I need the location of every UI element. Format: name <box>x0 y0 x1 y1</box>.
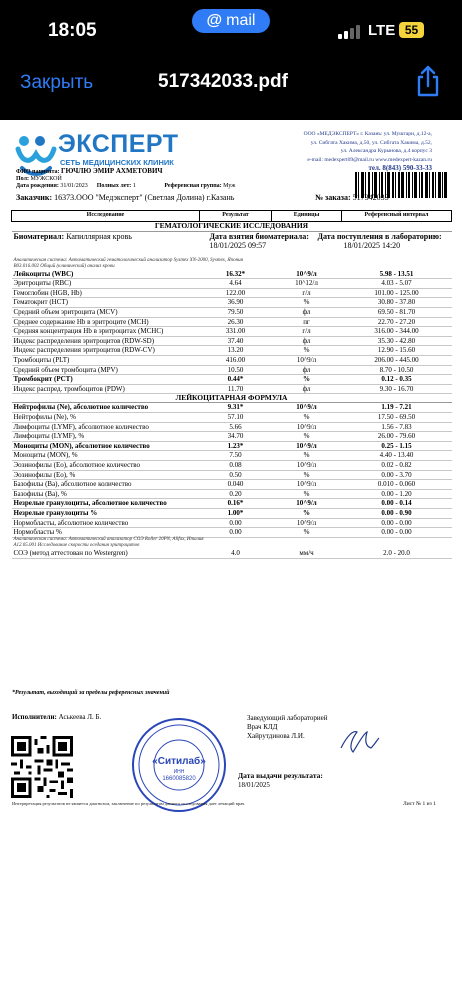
table-row <box>12 489 452 499</box>
analyzer-note: Аналитическая система: Автоматический гематологический анализатор Sysmex XN-2000, Sysmex, Япония <box>13 257 243 263</box>
result-value: 0.20 <box>200 489 272 499</box>
reference-range: 316.00 - 344.00 <box>342 327 452 337</box>
unit-value: фл <box>272 307 342 317</box>
patient-sex: МУЖСКОЙ <box>30 176 62 183</box>
table-row <box>12 298 452 308</box>
col-header: Единицы <box>272 211 342 222</box>
table-row <box>12 413 452 423</box>
issue-date-value: 18/01/2025 <box>238 781 270 789</box>
company-line: e-mail: medexpert09@mail.ru www.medexpert-kazan.ru <box>307 156 432 163</box>
unit-value: 10^9/л <box>272 355 342 365</box>
unit-value: 10^9/л <box>272 422 342 432</box>
ref-group: Муж <box>223 183 236 190</box>
result-value: 5.66 <box>200 422 272 432</box>
patient-dob-label: Дата рождения: <box>16 183 59 190</box>
result-value: 37.40 <box>200 336 272 346</box>
company-info <box>252 130 432 173</box>
unit-value: 10^12/л <box>272 279 342 289</box>
table-row <box>12 403 452 413</box>
disclaimer: Интерпретация результатов не является диагнозом, заключение по результатам данного исследования дает лечащий врач. <box>12 801 246 806</box>
order-value: 517342033 <box>352 193 389 202</box>
qr-code-icon <box>11 736 73 798</box>
table-row <box>12 528 452 538</box>
mail-pill-label: mail <box>226 12 256 29</box>
patient-age-label: Полных лет: <box>96 183 132 190</box>
result-value: 1.00* <box>200 508 272 518</box>
out-of-range-footnote: *Результат, выходящий за пределы референсных значений <box>12 690 170 696</box>
company-line: ул. Сибгата Хакима, д.50, ул. Сибгата Хакима, д.52, <box>310 139 432 146</box>
reference-range: 35.30 - 42.80 <box>342 336 452 346</box>
pdf-page <box>0 120 462 1000</box>
table-header <box>12 211 452 222</box>
test-name: Тромбокрит (PCT) <box>12 375 200 385</box>
reference-range: 0.00 - 0.00 <box>342 528 452 538</box>
reference-range: 0.00 - 3.70 <box>342 470 452 480</box>
test-name: Базофилы (Ba), % <box>12 489 200 499</box>
unit-value: 10^9/л <box>272 518 342 528</box>
stamp-inn-label: ИНН <box>173 769 185 775</box>
patient-name: ГЮЧЛЮ ЭМИР АХМЕТОВИЧ <box>61 167 163 175</box>
customer: 16373.ООО "Медэксперт" (Светлая Долина) г.Казань <box>54 193 235 202</box>
unit-value: 10^9/л <box>272 441 342 451</box>
reference-range: 0.00 - 0.90 <box>342 508 452 518</box>
test-name: СОЭ (метод аттестован по Westergren) <box>12 549 200 558</box>
reference-range: 4.03 - 5.07 <box>342 279 452 289</box>
reference-range: 101.00 - 125.00 <box>342 288 452 298</box>
test-name: Среднее содержание Hb в эритроците (MCH) <box>12 317 200 327</box>
table-row <box>12 346 452 356</box>
reference-range: 206.00 - 445.00 <box>342 355 452 365</box>
viewer-nav-bar <box>0 50 462 116</box>
test-name: Эозинофилы (Eo), % <box>12 470 200 480</box>
logo-text: ЭКСПЕРТ <box>58 130 179 158</box>
reference-range: 69.50 - 81.70 <box>342 307 452 317</box>
reference-range: 0.00 - 0.00 <box>342 518 452 528</box>
unit-value: % <box>272 528 342 538</box>
unit-value: г/л <box>272 288 342 298</box>
unit-value: 10^9/л <box>272 499 342 509</box>
analyzer-note: A12.05.001 Исследование скорости оседания эритроцитов <box>13 543 140 549</box>
company-line: ул. Александра Курынова, д.4 корпус 3 <box>340 148 432 154</box>
reference-range: 22.70 - 27.20 <box>342 317 452 327</box>
taken-label: Дата взятия биоматериала: <box>209 231 309 241</box>
result-value: 0.44* <box>200 375 272 385</box>
unit-value: фл <box>272 365 342 375</box>
performers-name: Аськеева Л. Б. <box>58 713 102 721</box>
reference-range: 0.00 - 0.14 <box>342 499 452 509</box>
table-row <box>12 460 452 470</box>
unit-value: % <box>272 413 342 423</box>
close-button[interactable]: Закрыть <box>20 72 94 93</box>
stamp-title: «Ситилаб» <box>152 756 206 767</box>
unit-value: 10^9/л <box>272 403 342 413</box>
result-value: 16.32* <box>200 270 272 279</box>
order-number <box>315 193 389 202</box>
reference-range: 12.90 - 15.60 <box>342 346 452 356</box>
result-value: 0.50 <box>200 470 272 480</box>
signal-icon <box>338 23 362 39</box>
unit-value: пг <box>272 317 342 327</box>
received-label: Дата поступления в лабораторию: <box>317 231 442 241</box>
unit-value: г/л <box>272 327 342 337</box>
table-row <box>12 365 452 375</box>
test-name: Нормобласты % <box>12 528 200 538</box>
test-name: Эозинофилы (Eo), абсолютное количество <box>12 460 200 470</box>
sample-dates-row <box>12 231 452 241</box>
reference-range: 1.19 - 7.21 <box>342 403 452 413</box>
reference-range: 0.010 - 0.060 <box>342 480 452 490</box>
lab-head-line: Хайрутдинова Л.И. <box>247 732 305 740</box>
result-value: 0.16* <box>200 499 272 509</box>
result-value: 0.00 <box>200 528 272 538</box>
table-row <box>12 422 452 432</box>
customer-line <box>16 193 234 202</box>
status-time: 18:05 <box>48 20 97 41</box>
table-row <box>12 355 452 365</box>
result-value: 57.10 <box>200 413 272 423</box>
table-row <box>12 441 452 451</box>
test-name: Лимфоциты (LYMF), абсолютное количество <box>12 422 200 432</box>
test-name: Моноциты (MON), % <box>12 451 200 461</box>
lab-head-line: Врач КЛД <box>247 723 278 731</box>
taken-date: 18/01/2025 09:57 <box>209 240 267 250</box>
result-value: 34.70 <box>200 432 272 442</box>
table-row <box>12 288 452 298</box>
col-header: Результат <box>200 211 272 222</box>
unit-value: % <box>272 375 342 385</box>
reference-range: 17.50 - 69.50 <box>342 413 452 423</box>
result-value: 416.00 <box>200 355 272 365</box>
table-row <box>12 279 452 289</box>
unit-value: % <box>272 298 342 308</box>
result-value: 0.040 <box>200 480 272 490</box>
stamp-icon <box>130 716 228 814</box>
share-icon[interactable] <box>414 65 442 97</box>
reference-range: 2.0 - 20.0 <box>342 549 452 558</box>
sheet-number: Лист № 1 из 1 <box>403 801 436 807</box>
table-row <box>12 375 452 385</box>
result-value: 26.30 <box>200 317 272 327</box>
test-name: Моноциты (MON), абсолютное количество <box>12 441 200 451</box>
table-row <box>12 451 452 461</box>
test-name: Средний объем эритроцита (MCV) <box>12 307 200 317</box>
table-row <box>12 307 452 317</box>
test-name: Индекс распред. тромбоцитов (PDW) <box>12 384 200 394</box>
section-title: ЛЕЙКОЦИТАРНАЯ ФОРМУЛА <box>12 394 452 403</box>
reference-range: 0.12 - 0.35 <box>342 375 452 385</box>
result-value: 0.08 <box>200 460 272 470</box>
unit-value: 10^9/л <box>272 270 342 279</box>
network-label: LTE <box>368 22 396 39</box>
test-name: Нормобласты, абсолютное количество <box>12 518 200 528</box>
col-header: Референсный интервал <box>342 211 452 222</box>
order-label: № заказа: <box>315 193 351 202</box>
unit-value: фл <box>272 336 342 346</box>
test-name: Незрелые гранулоциты % <box>12 508 200 518</box>
unit-value: мм/ч <box>272 549 342 558</box>
company-line: ООО «МЕДЭКСПЕРТ» г. Казань: ул. Мушгари, д.12-а, <box>303 131 432 137</box>
patient-sex-label: Пол: <box>16 176 29 183</box>
unit-value: фл <box>272 384 342 394</box>
reference-range: 5.98 - 13.51 <box>342 270 452 279</box>
test-name: Лимфоциты (LYMF), % <box>12 432 200 442</box>
table-row <box>12 518 452 528</box>
reference-range: 30.80 - 37.80 <box>342 298 452 308</box>
table-row <box>12 470 452 480</box>
reference-range: 0.02 - 0.82 <box>342 460 452 470</box>
test-name: Эритроциты (RBC) <box>12 279 200 289</box>
result-value: 10.50 <box>200 365 272 375</box>
performers <box>12 713 101 721</box>
test-name: Нейтрофилы (Ne), абсолютное количество <box>12 403 200 413</box>
result-value: 0.00 <box>200 518 272 528</box>
result-value: 79.50 <box>200 307 272 317</box>
result-value: 4.0 <box>200 549 272 558</box>
table-row <box>12 336 452 346</box>
stamp-number: 1660085820 <box>162 776 196 782</box>
test-name: Тромбоциты (PLT) <box>12 355 200 365</box>
unit-value: % <box>272 346 342 356</box>
battery-icon: 55 <box>399 22 424 38</box>
company-phone: тел. 8(843) 590-33-33 <box>368 164 432 172</box>
table-row <box>12 327 452 337</box>
at-icon: @ <box>206 12 223 29</box>
status-bar <box>0 0 462 50</box>
issue-date <box>238 771 323 790</box>
patient-info <box>16 168 235 191</box>
results-table <box>11 210 452 558</box>
reference-range: 0.00 - 1.20 <box>342 489 452 499</box>
table-row <box>12 432 452 442</box>
unit-value: % <box>272 489 342 499</box>
unit-value: % <box>272 508 342 518</box>
analyzer-note: B03.016.002 Общий (клинический) анализ крови <box>13 263 115 269</box>
col-header: Исследование <box>12 211 200 222</box>
table-row <box>12 508 452 518</box>
analyzer-note: Аналитическая система: Автоматический анализатор СОЭ Roller 20PN, Alifax, Италия <box>13 537 204 543</box>
logo-subtitle: СЕТЬ МЕДИЦИНСКИХ КЛИНИК <box>60 158 174 167</box>
test-name: Средний объем тромбоцита (MPV) <box>12 365 200 375</box>
test-name: Нейтрофилы (Ne), % <box>12 413 200 423</box>
reference-range: 9.30 - 16.70 <box>342 384 452 394</box>
unit-value: % <box>272 470 342 480</box>
ref-group-label: Референсная группа: <box>164 183 222 190</box>
test-name: Базофилы (Ba), абсолютное количество <box>12 480 200 490</box>
lab-head <box>247 714 327 741</box>
unit-value: 10^9/л <box>272 460 342 470</box>
table-row <box>12 317 452 327</box>
unit-value: % <box>272 432 342 442</box>
table-row <box>12 270 452 279</box>
customer-label: Заказчик: <box>16 193 53 202</box>
test-name: Незрелые гранулоциты, абсолютное количество <box>12 499 200 509</box>
document-title: 517342033.pdf <box>158 71 288 92</box>
patient-name-label: ФИО пациента: <box>16 169 60 175</box>
patient-age: 1 <box>132 183 136 190</box>
reference-range: 4.40 - 13.40 <box>342 451 452 461</box>
table-row <box>12 480 452 490</box>
biomaterial: Капиллярная кровь <box>66 231 132 241</box>
lab-head-line: Заведующий лабораторией <box>247 714 328 722</box>
sample-dates-values <box>12 241 452 250</box>
result-value: 122.00 <box>200 288 272 298</box>
result-value: 13.20 <box>200 346 272 356</box>
patient-dob: 31/01/2023 <box>60 183 88 190</box>
reference-range: 0.25 - 1.15 <box>342 441 452 451</box>
table-row <box>12 549 452 558</box>
issue-date-label: Дата выдачи результата: <box>238 771 323 780</box>
test-name: Средняя концентрация Hb в эритроцитах (MCHC) <box>12 327 200 337</box>
performers-label: Исполнители: <box>12 713 57 721</box>
biomaterial-label: Биоматериал: <box>13 231 65 241</box>
reference-range: 1.56 - 7.83 <box>342 422 452 432</box>
table-row <box>12 499 452 509</box>
result-value: 9.31* <box>200 403 272 413</box>
test-name: Лейкоциты (WBC) <box>12 270 200 279</box>
result-value: 7.50 <box>200 451 272 461</box>
test-name: Гематокрит (HCT) <box>12 298 200 308</box>
unit-value: 10^9/л <box>272 480 342 490</box>
received-date: 18/01/2025 14:20 <box>343 240 401 250</box>
result-value: 1.23* <box>200 441 272 451</box>
signature-icon <box>337 726 381 756</box>
unit-value: % <box>272 451 342 461</box>
result-value: 11.70 <box>200 384 272 394</box>
reference-range: 26.00 - 79.60 <box>342 432 452 442</box>
reference-range: 8.70 - 10.50 <box>342 365 452 375</box>
result-value: 331.00 <box>200 327 272 337</box>
section-title: ГЕМАТОЛОГИЧЕСКИЕ ИССЛЕДОВАНИЯ <box>12 222 452 232</box>
test-name: Индекс распределения эритроцитов (RDW-CV) <box>12 346 200 356</box>
test-name: Гемоглобин (HGB, Hb) <box>12 288 200 298</box>
test-name: Индекс распределения эритроцитов (RDW-SD) <box>12 336 200 346</box>
result-value: 4.64 <box>200 279 272 289</box>
mail-return-pill[interactable] <box>192 9 270 33</box>
result-value: 36.90 <box>200 298 272 308</box>
